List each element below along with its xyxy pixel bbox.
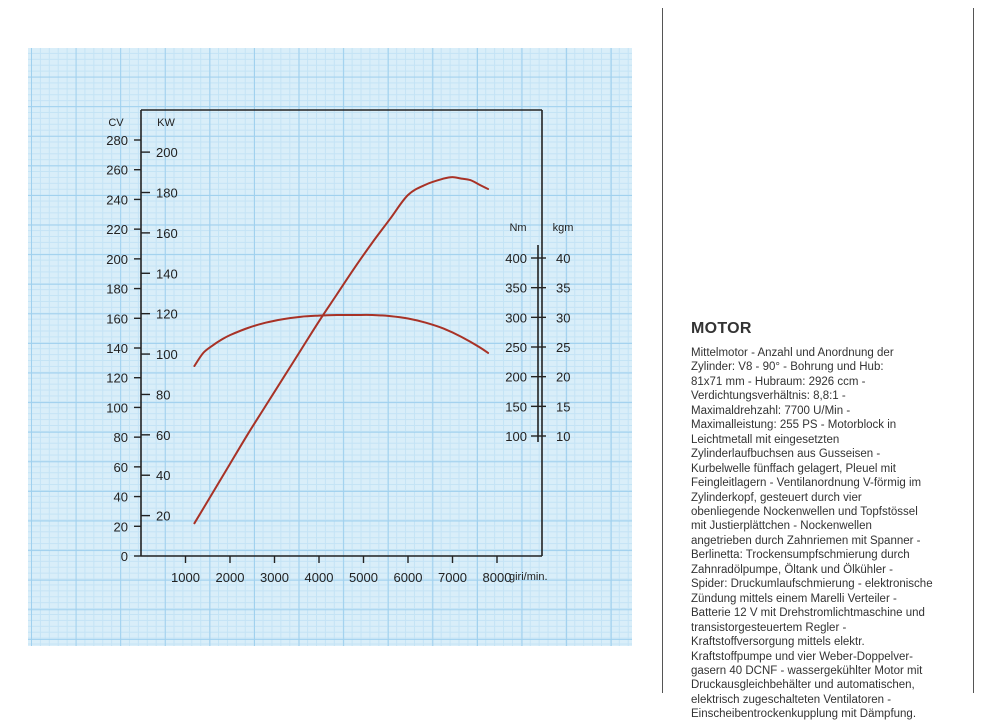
nm-axis-tick-label: 100 <box>505 429 527 444</box>
kw-axis-tick-label: 120 <box>156 306 178 322</box>
motor-text-line: Zylinderlaufbuchsen aus Gusseisen - <box>691 448 881 461</box>
motor-text-line: elektrisch zugeschalteten Ventilatoren - <box>691 693 892 706</box>
nm-axis-tick-label: 250 <box>505 340 527 355</box>
x-axis-tick-label: 7000 <box>438 570 467 585</box>
power-curve <box>194 177 488 523</box>
motor-text-line: Kurbelwelle fünffach gelagert, Pleuel mit <box>691 462 896 475</box>
page-divider-right <box>973 8 974 693</box>
kw-axis-tick-label: 40 <box>156 468 171 484</box>
cv-axis-tick-label: 20 <box>113 519 128 535</box>
kw-axis-tick-label: 140 <box>156 266 178 282</box>
kgm-axis-tick-label: 30 <box>556 310 571 326</box>
nm-axis-tick-label: 400 <box>505 251 527 266</box>
cv-axis-tick-label: 220 <box>106 222 128 238</box>
kw-axis-tick-label: 180 <box>156 185 178 201</box>
cv-axis-tick-label: 100 <box>106 400 128 416</box>
motor-text-line: obenliegende Nockenwellen und Topfstössel <box>691 505 918 518</box>
motor-text-line: Zylinder: V8 - 90° - Bohrung und Hub: <box>691 361 884 374</box>
cv-axis-tick-label: 160 <box>106 311 128 327</box>
nm-axis-tick-label: 350 <box>505 280 527 296</box>
motor-text-line: 81x71 mm - Hubraum: 2926 ccm - <box>691 375 866 388</box>
motor-text-line: Verdichtungsverhältnis: 8,8:1 - <box>691 390 846 403</box>
cv-axis-tick-label: 120 <box>106 370 128 386</box>
torque-curve <box>194 315 488 366</box>
motor-text-line: Maximalleistung: 255 PS - Motorblock in <box>691 419 897 432</box>
x-axis-tick-label: 5000 <box>349 570 378 585</box>
cv-axis-unit: CV <box>108 117 124 129</box>
kw-axis-tick-label: 60 <box>156 427 171 443</box>
motor-text-line: Zylinderkopf, gesteuert durch vier <box>691 491 862 504</box>
x-axis-tick-label: 2000 <box>215 570 245 585</box>
page-divider-left <box>662 8 663 693</box>
kw-axis-tick-label: 200 <box>156 145 178 161</box>
x-axis-tick-label: 1000 <box>171 570 200 585</box>
kgm-axis-tick-label: 40 <box>556 251 571 266</box>
cv-axis-tick-label: 260 <box>106 162 128 178</box>
kgm-axis-tick-label: 20 <box>556 369 571 385</box>
kw-axis-unit: KW <box>157 117 175 129</box>
motor-text-line: Einscheibentrockenkupplung mit Dämpfung. <box>691 708 917 721</box>
cv-axis-tick-label: 140 <box>106 341 128 356</box>
motor-text-line: Zündung mittels einem Marelli Verteiler - <box>691 592 897 605</box>
x-axis-tick-label: 8000 <box>482 570 512 585</box>
cv-axis-tick-label: 240 <box>106 192 128 208</box>
motor-text-line: Leichtmetall mit eingesetzten <box>691 433 840 446</box>
cv-axis-tick-label: 40 <box>113 489 128 505</box>
motor-text-line: Druckausgleichbehälter und automatischen, <box>691 679 915 692</box>
motor-text-line: Feingleitlagern - Ventilanordnung V-förmig im <box>691 477 922 490</box>
motor-text-line: Zahnradölpumpe, Öltank und Ölkühler - <box>691 563 893 576</box>
kw-axis-tick-label: 100 <box>156 347 178 363</box>
x-axis-tick-label: 3000 <box>260 570 289 585</box>
kgm-axis-tick-label: 10 <box>556 429 571 444</box>
x-axis-unit: giri/min. <box>509 571 548 583</box>
chart-axes <box>141 110 542 556</box>
cv-axis-tick-label: 60 <box>113 459 128 475</box>
x-axis-tick-label: 6000 <box>393 570 423 585</box>
nm-axis-unit: Nm <box>509 222 527 234</box>
motor-text-line: Berlinetta: Trockensumpfschmierung durch <box>691 549 910 562</box>
nm-axis-tick-label: 150 <box>505 399 527 415</box>
x-axis-tick-label: 4000 <box>304 570 334 585</box>
motor-text-line: mit Justierplättchen - Nockenwellen <box>691 520 872 533</box>
kw-axis-tick-label: 80 <box>156 387 171 403</box>
cv-axis-tick-label: 280 <box>106 133 128 148</box>
motor-text-line: Batterie 12 V mit Drehstromlichtmaschine und <box>691 607 925 620</box>
chart-series <box>194 177 488 523</box>
nm-axis-tick-label: 300 <box>505 310 527 326</box>
motor-text-line: Kraftstoffpumpe und vier Weber-Doppelver- <box>691 650 914 663</box>
motor-text-line: Spider: Druckumlaufschmierung - elektronische <box>691 578 933 591</box>
cv-axis-tick-label: 0 <box>120 549 128 564</box>
motor-text-line: gasern 40 DCNF - wassergekühlter Motor mit <box>691 664 923 677</box>
motor-text-line: Mittelmotor - Anzahl und Anordnung der <box>691 347 894 359</box>
cv-axis-tick-label: 80 <box>113 430 128 446</box>
motor-section-title: MOTOR <box>691 320 752 337</box>
kgm-axis-tick-label: 15 <box>556 399 571 415</box>
motor-description <box>691 346 953 722</box>
kw-axis-tick-label: 160 <box>156 225 178 241</box>
motor-text-line: Maximaldrehzahl: 7700 U/Min - <box>691 404 851 417</box>
cv-axis-tick-label: 200 <box>106 251 128 267</box>
motor-text-line: Kraftstoffversorgung mittels elektr. <box>691 636 865 649</box>
nm-axis-tick-label: 200 <box>505 369 527 385</box>
motor-text-line: transistorgesteuertem Regler - <box>691 621 847 634</box>
kw-axis-tick-label: 20 <box>156 508 171 524</box>
motor-text-line: angetrieben durch Zahnriemen mit Spanner - <box>691 534 921 547</box>
chart-ticks <box>106 117 573 585</box>
cv-axis-tick-label: 180 <box>106 281 128 297</box>
kgm-axis-unit: kgm <box>552 222 574 234</box>
kgm-axis-tick-label: 25 <box>556 340 571 355</box>
kgm-axis-tick-label: 35 <box>556 280 571 296</box>
